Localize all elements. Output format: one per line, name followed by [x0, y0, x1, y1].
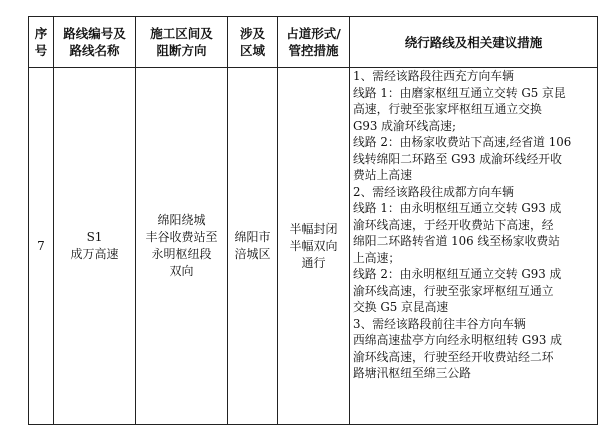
cell-detour-measures	[350, 68, 598, 425]
detour-line: 线路 1：由磨家枢纽互通立交转 G5 京昆	[353, 85, 566, 100]
header-seq: 序 号	[29, 17, 54, 68]
detour-line: 路塘汛枢纽至绵三公路	[353, 366, 471, 380]
header-route: 路线编号及 路线名称	[54, 17, 136, 68]
table-header-row	[29, 17, 598, 68]
detour-line: 线路 2：由永明枢纽互通立交转 G93 成	[353, 267, 562, 281]
detour-line: 西绵高速盐亭方向经永明枢纽转 G93 成	[353, 333, 562, 347]
header-section: 施工区间及 阻断方向	[136, 17, 228, 68]
cell-control: 半幅封闭 半幅双向 通行	[278, 68, 350, 425]
header-detour: 绕行路线及相关建议措施	[350, 17, 598, 68]
cell-section: 绵阳绕城 丰谷收费站至 永明枢纽段 双向	[136, 68, 228, 425]
header-area: 涉及 区域	[228, 17, 278, 68]
cell-area: 绵阳市 涪城区	[228, 68, 278, 425]
detour-line: 上高速；	[353, 250, 401, 265]
detour-line: 高速，行驶至张家坪枢纽互通立交换	[353, 102, 542, 116]
detour-line: 3、需经该路段前往丰谷方向车辆	[353, 316, 526, 331]
detour-line: 2、需经该路段往成都方向车辆	[353, 184, 514, 199]
detour-line: G93 成渝环线高速;	[353, 118, 456, 133]
detour-line: 1、需经该路段往西充方向车辆	[353, 69, 514, 83]
detour-route-table	[28, 16, 598, 425]
detour-line: 渝环线高速，行驶至张家坪枢纽互通立	[353, 283, 554, 298]
table-row	[29, 68, 598, 425]
detour-line: 绵阳二环路转省道 106 线至杨家收费站	[353, 234, 560, 248]
detour-line: 渝环线高速，于经开收费站下高速，经	[353, 217, 554, 232]
cell-route: S1 成万高速	[54, 68, 136, 425]
detour-line: 线路 1：由永明枢纽互通立交转 G93 成	[353, 201, 562, 215]
detour-line: 交换 G5 京昆高速	[353, 300, 449, 314]
detour-line: 线转绵阳二环路至 G93 成渝环线经开收	[353, 151, 562, 166]
detour-line: 渝环线高速，行驶至经开收费站经二环	[353, 349, 554, 364]
header-control: 占道形式/ 管控措施	[278, 17, 350, 68]
detour-line: 线路 2：由杨家收费站下高速,经省道 106	[353, 135, 572, 149]
cell-seq: 7	[29, 68, 54, 425]
detour-line: 费站上高速	[353, 168, 412, 182]
